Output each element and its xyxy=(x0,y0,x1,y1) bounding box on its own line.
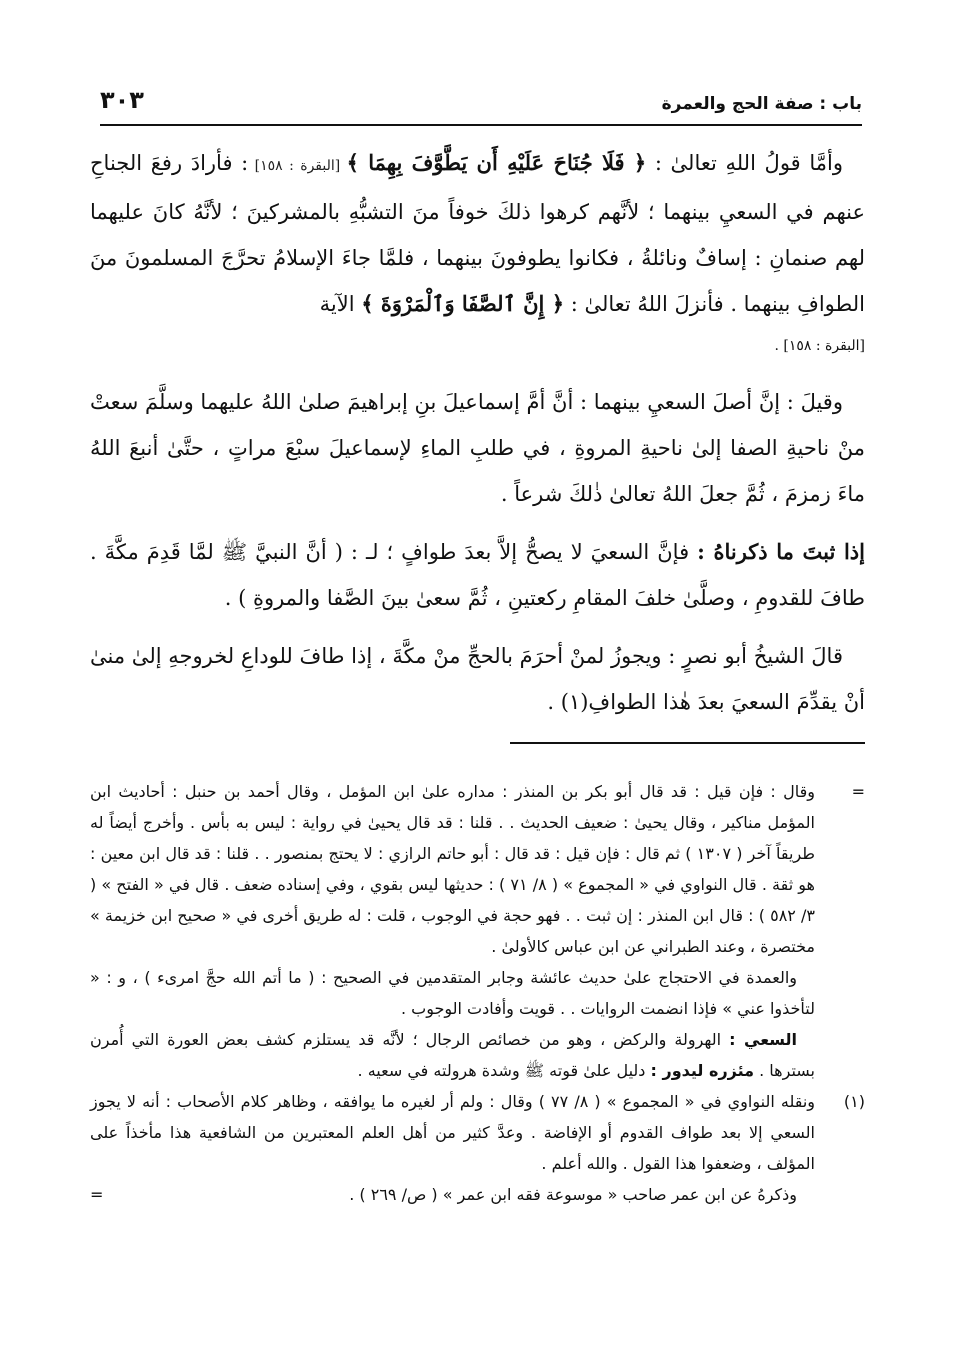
chapter-title: باب : صفة الحج والعمرة xyxy=(661,94,862,114)
quran-verse-1: ﴿ فَلَا جُنَاحَ عَلَيْهِ أَن يَطَّوَّفَ بِهِمَا ﴾ xyxy=(346,150,647,175)
footnote-1-text: ونقله النواوي في « المجموع » ( ٨/ ٧٧ ) وقال : ولم أر لغيره ما يوافقه ، وظاهر كلام الأصحاب : أنه لا يجوز السعي إلا بعد طواف القدوم أو الإفاضة . وعدَّ كثير من أهل العلم المعتبرين من الشافعية هذا مأخذاً على المؤلف ، وضعفوا هذا القول . والله أعلم . xyxy=(90,1092,816,1173)
footnotes xyxy=(90,776,865,1210)
footnote-1-continuation-text: وذكرهُ عن ابن عمر صاحب « موسوعة فقه ابن عمر » ( ص/ ٢٦٩ ) . xyxy=(349,1185,797,1204)
page-number: ٣٠٣ xyxy=(100,86,144,114)
footnote-term-sai: السعي : xyxy=(729,1030,797,1049)
footnote-paragraph-2: والعمدة في الاحتجاج علىٰ حديث عائشة وجابر المتقدمين في الصحيح : ( ما أتم الله حجَّ امرىء ) ، و : « لتأخذوا عني » فإذا انضمت الروايات . . قويت وأفادت الوجوب . xyxy=(90,968,815,1018)
paragraph-1 xyxy=(90,140,865,327)
footnote-continued-text: وقال : فإن قيل : قد قال أبو بكر بن المنذر : مداره علىٰ ابن المؤمل ، وقال أحمد بن حنبل : أحاديث ابن المؤمل مناكير ، وقال يحيىٰ : ضعيف الحديث . . قلنا : قد قال يحيىٰ في رواية : ليس به بأس . وأخرج أيضاً له طريقاً آخر ( ١٣٠٧ ) ثم قال : فإن قيل : قد قال : أبو حاتم الرازي : لا يحتج بمنصور . . قلنا : قد قال ابن معين : هو ثقة . قال النواوي في « المجموع » ( ٨/ ٧١ ) : حديثها ليس بقوي ، وفي إسناده ضعف . قال في « الفتح » ( ٣/ ٥٨٢ ) : قال ابن المنذر : إن ثبت . . فهو حجة في الوجوب ، قلت : له طريق أخرى في « صحيح ابن خزيمة » مختصرة ، وعند الطبراني عن ابن عباس كالأولىٰ . xyxy=(90,782,816,956)
footnote-paragraph-3-tail: دليل علىٰ قوته ﷺ وشدة هرولته في سعيه . xyxy=(357,1061,651,1080)
surah-reference-2: [البقرة : ١٥٨] . xyxy=(774,338,865,354)
page-header xyxy=(100,86,862,126)
main-text xyxy=(90,140,865,737)
header-divider xyxy=(100,124,862,126)
footnote-1 xyxy=(90,1086,865,1179)
surah-reference-1: [البقرة : ١٥٨] xyxy=(248,158,347,174)
footnote-paragraph-3-text: الهرولة والركض ، وهو من خصائص الرجال ؛ لأنَّه قد يستلزم كشف بعض العورة التي أُمرن بسترها . xyxy=(90,1030,815,1080)
footnote-term-mizar: مئزره ليدور : xyxy=(650,1061,755,1080)
footnote-continues-marker: = xyxy=(90,1185,104,1204)
footnote-paragraph-3 xyxy=(90,1024,865,1086)
paragraph-4: قالَ الشيخُ أبو نصرٍ : ويجوزُ لمنْ أحرَمَ بالحجِّ منْ مكَّةَ ، إذا طافَ للوداعِ لخروجهِ إلىٰ منىٰ أنْ يقدِّمَ السعيَ بعدَ هٰذا الطوافِ(١) . xyxy=(90,644,865,714)
paragraph-3-lead: إذا ثبتَ ما ذكرناهُ : xyxy=(697,539,865,564)
footnote-1-marker: (١) xyxy=(843,1092,865,1111)
paragraph-2: وقيلَ : إنَّ أصلَ السعيِ بينهما : أنَّ أمَّ إسماعيلَ بنِ إبراهيمَ صلىٰ اللهُ عليهما وسلَّمَ سعتْ منْ ناحيةِ الصفا إلىٰ ناحيةِ المروةِ ، في طلبِ الماءِ لإسماعيلَ سبْعَ مراتٍ ، حتَّىٰ أنبعَ اللهُ ماءَ زمزمَ ، ثُمَّ جعلَ اللهُ تعالىٰ ذٰلكَ شرعاً . xyxy=(90,390,865,506)
footnote-continued-marker: = xyxy=(851,782,865,801)
paragraph-3-text: فإنَّ السعيَ لا يصحُّ إلاَّ بعدَ طوافٍ ؛ لـ : ( أنَّ النبيَّ ﷺ لمَّا قَدِمَ مكَّةَ . طافَ للقدومِ ، وصلَّىٰ خلفَ المقامِ ركعتينِ ، ثُمَّ سعىٰ بينَ الصَّفا والمروةِ ) . xyxy=(90,540,865,610)
quran-verse-2: ﴿ إِنَّ ٱلصَّفَا وَٱلْمَرْوَةَ ﴾ xyxy=(361,291,565,316)
paragraph-3 xyxy=(90,529,865,621)
paragraph-1-text-a: وأمَّا قولُ اللهِ تعالىٰ : xyxy=(646,151,843,175)
footnote-divider xyxy=(510,742,865,744)
footnote-1-continuation xyxy=(90,1179,865,1210)
paragraph-1-text-c: الآية xyxy=(319,292,362,316)
paragraph-1-text-b: : فأرادَ رفعَ الجناحِ عنهم في السعيِ بينهما ؛ لأنَّهم كرهوا ذلكَ خوفاً منَ التشبُّهِ بالمشركينَ ؛ لأنَّهُ كانَ عليهما لهم صنمانِ : إسافٌ ونائلةُ ، فكانوا يطوفونَ بينهما ، فلمَّا جاءَ الإسلامُ تحرَّجَ المسلمونَ منَ الطوافِ بينهما . فأنزلَ اللهُ تعالىٰ : xyxy=(90,151,865,316)
footnote-continued xyxy=(90,776,865,962)
